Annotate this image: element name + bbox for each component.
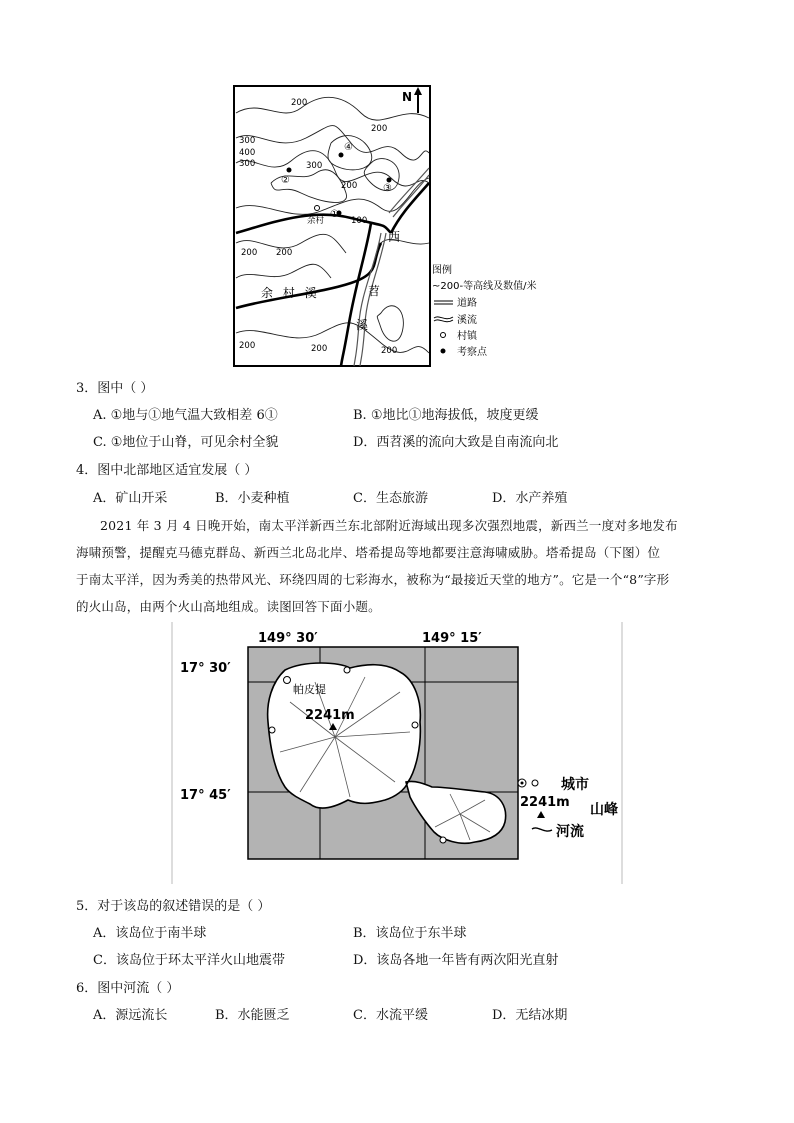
contour-label: 300 xyxy=(239,136,256,146)
legend-road: 道路 xyxy=(457,298,477,309)
q5-option-d[interactable]: D．该岛各地一年皆有两次阳光直射 xyxy=(353,953,559,968)
q6-option-b[interactable]: B．水能匮乏 xyxy=(215,1008,290,1023)
stream-label: 余 村 溪 xyxy=(261,286,320,300)
passage-line: 2021 年 3 月 4 日晚开始，南太平洋新西兰东北部附近海域出现多次强烈地震，新西兰一度对多地发布 xyxy=(100,518,678,533)
map-legend xyxy=(518,776,618,840)
peak-label: 2241m xyxy=(305,708,355,723)
village-marker xyxy=(315,206,320,211)
contour-map xyxy=(231,83,561,370)
q6-option-a[interactable]: A．源远流长 xyxy=(93,1008,168,1023)
city-marker xyxy=(269,727,275,733)
legend-peak-icon xyxy=(537,811,545,818)
contour-label: 200 xyxy=(341,181,358,191)
question-4-stem: 4．图中北部地区适宜发展（ ） xyxy=(76,463,258,478)
map-legend xyxy=(432,263,536,358)
contour-label: 200 xyxy=(239,341,256,351)
legend-contour: ~200-等高线及数值/米 xyxy=(432,281,537,292)
contour-label: 400 xyxy=(239,148,256,158)
village-label: 余村 xyxy=(307,216,325,226)
contour-label: 200 xyxy=(241,248,258,258)
q3-option-b[interactable]: B. ①地比①地海拔低，坡度更缓 xyxy=(353,408,539,423)
q5-option-a[interactable]: A．该岛位于南半球 xyxy=(93,926,207,941)
stream-label: 西 xyxy=(388,230,401,244)
contour-label: 200 xyxy=(311,344,328,354)
passage-line: 的火山岛，由两个火山高地组成。读图回答下面小题。 xyxy=(76,599,381,614)
legend-city: 城市 xyxy=(561,777,589,793)
city-marker xyxy=(412,722,418,728)
legend-title: 图例 xyxy=(432,265,452,276)
longitude-label: 149° 15′ xyxy=(422,631,482,646)
stream-label: 溪 xyxy=(356,318,369,332)
legend-river-icon xyxy=(532,828,552,831)
legend-peak: 山峰 xyxy=(590,802,618,818)
contour-label: 200 xyxy=(276,248,293,258)
question-3-stem: 3．图中（ ） xyxy=(76,381,154,396)
legend-site: 考察点 xyxy=(457,347,487,358)
legend-river: 河流 xyxy=(556,824,584,840)
q4-option-a[interactable]: A．矿山开采 xyxy=(93,491,168,506)
legend-village: 村镇 xyxy=(457,331,477,342)
q4-option-d[interactable]: D．水产养殖 xyxy=(492,491,568,506)
contour-label: 200 xyxy=(291,98,308,108)
contour-label: 200 xyxy=(371,124,388,134)
q5-option-b[interactable]: B．该岛位于东半球 xyxy=(353,926,467,941)
q3-option-c[interactable]: C. ①地位于山脊，可见余村全貌 xyxy=(93,435,279,450)
q4-option-c[interactable]: C．生态旅游 xyxy=(353,491,428,506)
stream-label: 苕 xyxy=(368,284,381,298)
city-marker xyxy=(284,677,291,684)
site-label: ③ xyxy=(383,183,392,194)
question-5-stem: 5．对于该岛的叙述错误的是（ ） xyxy=(76,899,271,914)
latitude-label: 17° 30′ xyxy=(180,661,231,676)
city-marker xyxy=(440,837,446,843)
site-marker xyxy=(387,178,392,183)
contour-label: 300 xyxy=(306,161,323,171)
legend-peak-value: 2241m xyxy=(520,795,570,810)
longitude-label: 149° 30′ xyxy=(258,631,318,646)
q6-option-d[interactable]: D．无结冰期 xyxy=(492,1008,568,1023)
site-label: ② xyxy=(281,175,290,186)
site-marker xyxy=(339,153,344,158)
site-label: ④ xyxy=(344,142,353,153)
contour-label: 100 xyxy=(351,216,368,226)
legend-stream: 溪流 xyxy=(457,315,477,326)
latitude-label: 17° 45′ xyxy=(180,788,231,803)
city-label: 帕皮提 xyxy=(293,683,326,696)
city-marker xyxy=(344,667,350,673)
contour-label: 300 xyxy=(239,159,256,169)
north-label: N xyxy=(402,90,413,104)
q5-option-c[interactable]: C．该岛位于环太平洋火山地震带 xyxy=(93,953,285,968)
q6-option-c[interactable]: C．水流平缓 xyxy=(353,1008,428,1023)
q4-option-b[interactable]: B．小麦种植 xyxy=(215,491,290,506)
tahiti-map xyxy=(170,622,625,884)
site-label: ① xyxy=(330,209,339,220)
site-marker xyxy=(287,168,292,173)
passage-line: 海啸预警，提醒克马德克群岛、新西兰北岛北岸、塔希提岛等地都要注意海啸威胁。塔希提岛（下图）位 xyxy=(76,545,661,560)
contour-label: 200 xyxy=(381,346,398,356)
question-6-stem: 6．图中河流（ ） xyxy=(76,981,180,996)
passage-line: 于南太平洋，因为秀美的热带风光、环绕四周的七彩海水，被称为“最接近天堂的地方”。它是一个“8”字形 xyxy=(76,572,670,587)
q3-option-a[interactable]: A. ①地与①地气温大致相差 6① xyxy=(93,408,278,423)
q3-option-d[interactable]: D．西苕溪的流向大致是自南流向北 xyxy=(353,435,559,450)
